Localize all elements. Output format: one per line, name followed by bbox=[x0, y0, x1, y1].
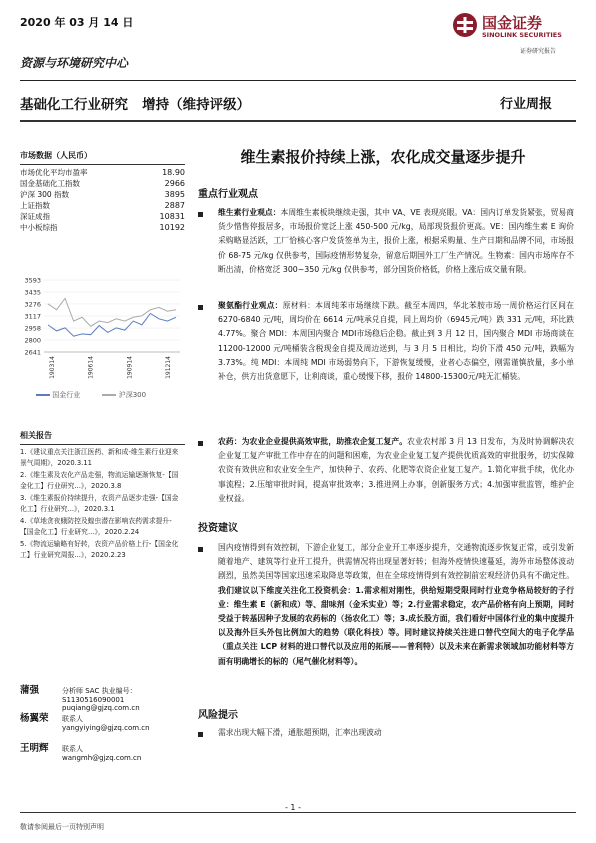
market-value: 2887 bbox=[164, 201, 185, 210]
para-body: 原材料：本周纯苯市场继续下跌。截至本周四，华北苯胺市场一周价格运行区间在 6270-6840 元/吨，周均价在 6614 元/吨承兑自提，同上周均价（6945元/吨）跌 331 元/吨，环比跌 4.77%。聚合 MDI：本周国内聚合 MDI市场稳后企稳。截止到 3 月 12 日，国内聚合 MDI 市场商谈在 11200-12000 元/吨桶装含税现金自提及周边送到，与 3 月 5 日相比，均价下滑 450 元/吨，跌幅为 3.73%。纯 MDI：本周纯 MDI 市场弱势向下，下游恢复缓慢，业者心态偏空，刚需谨慎放量，多小单补仓，供方出货意愿下，让利商谈，重心缓慢下移，报价 14800-15300元/吨无汇桶装。 bbox=[218, 301, 574, 382]
document-title: 维生素报价持续上涨，农化成交量逐步提升 bbox=[240, 148, 526, 166]
y-tick-label: 2641 bbox=[24, 348, 41, 357]
market-row bbox=[20, 211, 185, 222]
related-report-item[interactable]: 2.《维生素及农化产品走强，物流运输逐渐恢复-【国金化工】行业研究...》，2020.3.8 bbox=[20, 471, 179, 490]
market-data-panel bbox=[20, 150, 185, 233]
analyst-info: 联系人 bbox=[62, 715, 83, 723]
industry-rating: 基础化工行业研究 增持（维持评级） bbox=[20, 97, 251, 113]
analyst-2 bbox=[20, 710, 190, 732]
bullet-icon bbox=[198, 305, 203, 310]
analyst-3 bbox=[20, 740, 190, 762]
report-type: 行业周报 bbox=[500, 97, 553, 112]
bullet-icon bbox=[198, 732, 203, 737]
footer-disclaimer: 敬请参阅最后一页特别声明 bbox=[20, 823, 104, 831]
x-tick-label: 190614 bbox=[87, 356, 95, 379]
y-tick-label: 3276 bbox=[24, 300, 41, 309]
market-value: 10192 bbox=[159, 223, 185, 232]
market-value: 18.90 bbox=[162, 168, 185, 177]
x-tick-label: 191214 bbox=[165, 356, 172, 379]
analyst-name: 杨翼荣 bbox=[20, 713, 49, 724]
analyst-1 bbox=[20, 682, 190, 712]
legend-industry: 国金行业 bbox=[52, 391, 81, 399]
market-label: 中小板综指 bbox=[20, 223, 58, 232]
logo-sub: 证券研究报告 bbox=[520, 48, 557, 55]
y-tick-label: 2800 bbox=[24, 336, 41, 345]
header-rule bbox=[20, 80, 576, 81]
para-advice bbox=[218, 541, 574, 669]
related-report-item[interactable]: 5.《物流运输略有好转，农资产品价格上行-【国金化工】行业研究周报...》，2020.2.23 bbox=[20, 540, 179, 559]
section-advice: 投资建议 bbox=[198, 523, 238, 534]
related-report-item[interactable]: 1.《建议重点关注浙江医药、新和成-维生素行业迎来景气周期》，2020.3.11 bbox=[20, 448, 179, 467]
analyst-email[interactable]: wangmh@gjzq.com.cn bbox=[62, 754, 142, 762]
research-center: 资源与环境研究中心 bbox=[20, 56, 129, 70]
market-data-rule bbox=[20, 164, 185, 165]
title-rule bbox=[20, 120, 576, 122]
analyst-email[interactable]: puqiang@gjzq.com.cn bbox=[62, 704, 140, 712]
series-line-1 bbox=[48, 298, 176, 326]
market-label: 国金基础化工指数 bbox=[20, 179, 80, 188]
market-label: 深证成指 bbox=[20, 212, 50, 221]
related-title: 相关报告 bbox=[20, 431, 52, 440]
analyst-name: 蒲强 bbox=[20, 685, 40, 696]
para-lead: 维生素行业观点： bbox=[218, 208, 281, 217]
company-logo bbox=[452, 10, 582, 56]
logo-cn: 国金证券 bbox=[482, 14, 543, 32]
legend-swatch-hs300 bbox=[102, 394, 116, 396]
logo-mark-icon bbox=[452, 12, 478, 38]
analyst-info: 分析师 SAC 执业编号：S1130516090001 bbox=[62, 687, 137, 704]
related-rule bbox=[20, 444, 185, 445]
para-lead: 聚氨酯行业观点： bbox=[218, 301, 283, 310]
para-risk: 需求出现大幅下滑，通胀超预期，汇率出现波动 bbox=[218, 728, 382, 737]
related-report-item[interactable]: 3.《维生素报价持续提升，农资产品逐步走强-【国金化工】行业研究...》，2020.3.1 bbox=[20, 494, 179, 513]
para-polyurethane bbox=[218, 299, 574, 384]
market-value: 10831 bbox=[159, 212, 185, 221]
analyst-info: 联系人 bbox=[62, 745, 83, 753]
y-tick-label: 3435 bbox=[24, 288, 41, 297]
footer-rule bbox=[20, 812, 576, 813]
bullet-icon bbox=[198, 212, 203, 217]
logo-en: SINOLINK SECURITIES bbox=[482, 31, 562, 39]
report-date: 2020 年 03 月 14 日 bbox=[20, 16, 134, 29]
market-value: 2966 bbox=[164, 179, 185, 188]
para-bold: 我们建议以下维度关注化工投资机会：1.需求相对刚性，供给短期受限同时行业竞争格局较好的子行业：维生素 E（新和成）等、甜味剂（金禾实业）等；2.行业需求稳定，农产品价格有向上预期，同时受益于转基因种子发展的农药标的（扬农化工）等；3.成长股方面，我们看好中国体行业的集中度提升以及海外巨头外包比例加大的趋势（联化科技）等。同时建议持续关注进口替代空间大的电子化学品（重点关注 LCP 材料的进口替代以及应用的拓展——普利特）以及未来在新需求领域加功能材料等方面有明确增长的标的（尾气催化材料等）。 bbox=[218, 585, 574, 666]
market-row bbox=[20, 178, 185, 189]
para-body: 本周维生素板块继续走强，其中 VA、VE 表现亮眼。VA：国内订单发货紧张，贸易商货少惜售停报居多，市场报价宽泛上涨 450-500 元/kg，局部现货报价更高。VE：国内维生素 E 询价采购略显活跃，工厂恰核心客户发货签单为主，报价上涨，根据采购量、生产日期和品牌不同，市场报价 68-75 元/kg 仅供参考，国际疫情形势复杂，留意后期国外工厂生产情况。生物素：国内市场库存不断出清，价格宽泛 300~350 元/kg 仅供参考，部分国货价格低，价格上涨后成交量有限。 bbox=[218, 208, 574, 274]
x-tick-label: 190314 bbox=[49, 356, 56, 379]
bullet-icon bbox=[198, 441, 203, 446]
market-row bbox=[20, 222, 185, 233]
analyst-name: 王明辉 bbox=[20, 743, 49, 754]
section-risk: 风险提示 bbox=[198, 710, 238, 721]
market-row bbox=[20, 167, 185, 178]
related-reports bbox=[20, 430, 185, 562]
bullet-icon bbox=[198, 547, 203, 552]
y-tick-label: 2958 bbox=[24, 324, 41, 333]
y-tick-label: 3593 bbox=[24, 276, 41, 285]
market-label: 沪深 300 指数 bbox=[20, 190, 70, 199]
chart-legend bbox=[36, 390, 146, 400]
x-tick-label: 190914 bbox=[126, 356, 134, 379]
para-body: 国内疫情得到有效控制，下游企业复工，部分企业开工率逐步提升，交通物流逐步恢复正常，或引发新随着地产、建筑等行业开工提升，供需情况将出现显著好转；但海外疫情快速蔓延，海外市场整体波动剧烈，虽然美国等国家迅速采取降息等政策，但在全球疫情得到有效控制前宏观经济仍具有不确定性。 bbox=[218, 543, 574, 581]
legend-swatch-industry bbox=[36, 394, 50, 396]
market-row bbox=[20, 200, 185, 211]
market-data-title: 市场数据（人民币） bbox=[20, 151, 92, 160]
para-vitamin bbox=[218, 206, 574, 277]
para-pesticide bbox=[218, 435, 574, 506]
para-lead: 农药：为农业企业提供高效审批，助推农企复工复产。 bbox=[218, 437, 408, 446]
para-body: 农业农村部 3 月 13 日发布，为及时协调解决农企业复工复产审批工作中存在的问题和困难，为农业企业复工复产提供优质高效的审批服务，切实保障农资有效供应和农业安全生产，加快种子、农药、化肥等农资企业复工复产。1.简化审批手续，优化办事流程；2.压缩审批时间，提高审批效率；3.推进网上办事，创新服务方式；4.加强审批监管，维护企业权益。 bbox=[218, 437, 575, 503]
analyst-email[interactable]: yangyiying@gjzq.com.cn bbox=[62, 724, 150, 732]
market-row bbox=[20, 189, 185, 200]
page-number: - 1 - bbox=[285, 803, 301, 812]
market-value: 3895 bbox=[164, 190, 185, 199]
market-label: 上证指数 bbox=[20, 201, 50, 210]
section-focus: 重点行业观点 bbox=[198, 189, 258, 200]
y-tick-label: 3117 bbox=[24, 312, 41, 321]
market-label: 市场优化平均市盈率 bbox=[20, 168, 88, 177]
index-line-chart bbox=[20, 272, 185, 382]
series-line-0 bbox=[48, 314, 176, 337]
legend-hs300: 沪深300 bbox=[118, 391, 147, 399]
related-report-item[interactable]: 4.《草地贪夜蛾防控及蝗虫潜在影响农药需求提升-【国金化工】行业研究...》，2020.2.24 bbox=[20, 517, 172, 536]
